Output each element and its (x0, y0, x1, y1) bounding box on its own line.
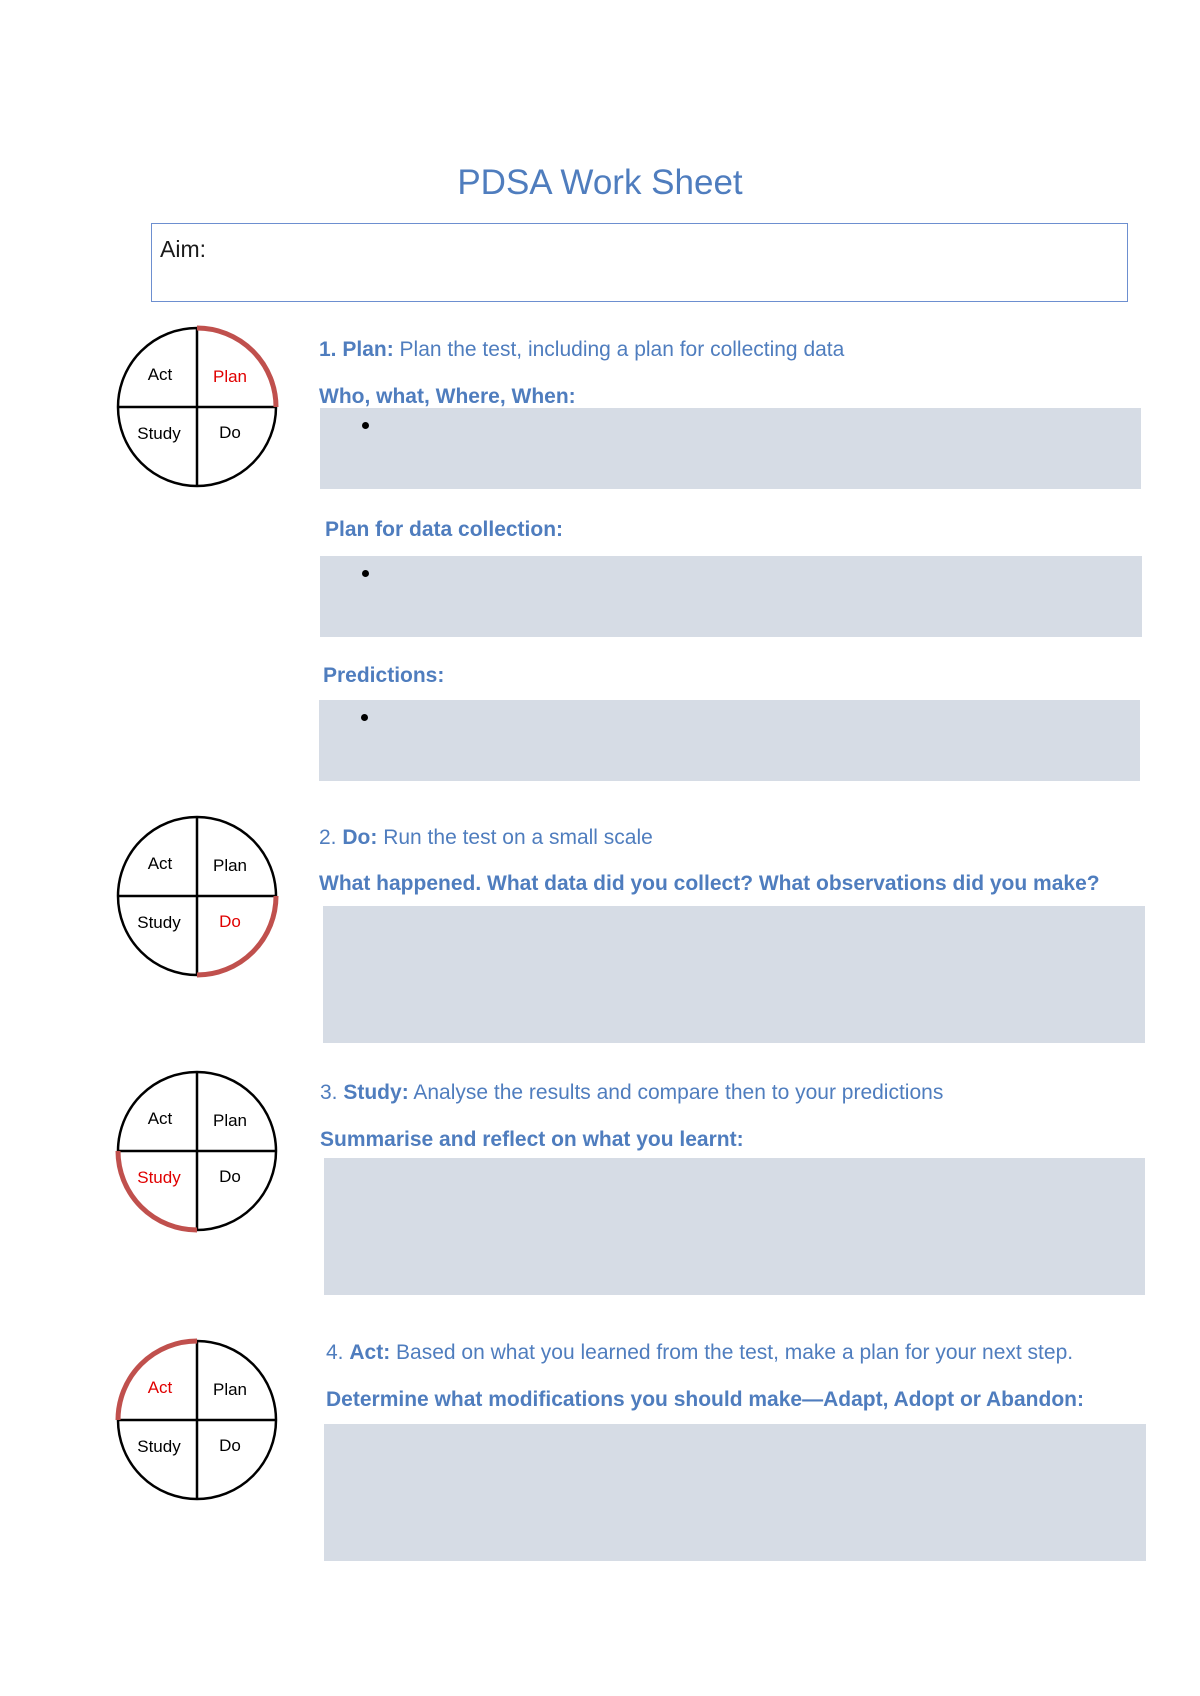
cycle-study-label: Study (137, 913, 181, 932)
cycle-act-label: Act (147, 854, 173, 873)
bullet-point (362, 570, 369, 577)
act-question-label: Determine what modifications you should make—Adapt, Adopt or Abandon: (326, 1388, 1084, 1411)
do-observations-field[interactable] (323, 906, 1145, 1043)
study-step-number: 3. (320, 1081, 344, 1104)
data-collection-field[interactable] (320, 556, 1142, 637)
data-collection-label: Plan for data collection: (325, 518, 564, 541)
plan-step-title: 1. Plan: (319, 338, 394, 361)
do-question-label: What happened. What data did you collect? What observations did you make? (319, 872, 1100, 895)
cycle-plan-label: Plan (212, 856, 248, 875)
act-step-number: 4. (326, 1341, 350, 1364)
cycle-act-label: Act (147, 1109, 173, 1128)
aim-label: Aim: (160, 236, 206, 262)
plan-step-description: Plan the test, including a plan for collecting data (393, 338, 845, 361)
bullet-point (361, 714, 368, 721)
do-step-title: Do: (342, 826, 378, 849)
act-modifications-field[interactable] (324, 1424, 1146, 1561)
plan-step-heading (319, 338, 844, 362)
cycle-plan-label: Plan (212, 1380, 248, 1399)
study-step-description: Analyse the results and compare then to your predictions (408, 1081, 944, 1104)
predictions-field[interactable] (319, 700, 1140, 781)
cycle-plan-label: Plan (212, 1111, 248, 1130)
pdsa-cycle-study-icon (112, 1066, 282, 1236)
pdsa-cycle-plan-icon (112, 322, 282, 492)
bullet-point (362, 422, 369, 429)
do-step-description: Run the test on a small scale (377, 826, 653, 849)
act-step-heading (326, 1341, 1073, 1365)
cycle-act-label: Act (147, 1378, 173, 1397)
cycle-act-label: Act (147, 365, 173, 384)
study-question-label: Summarise and reflect on what you learnt: (320, 1128, 744, 1151)
cycle-do-label: Do (219, 1436, 241, 1455)
act-step-description: Based on what you learned from the test, make a plan for your next step. (390, 1341, 1074, 1364)
do-step-heading (319, 826, 653, 850)
cycle-do-label: Do (219, 912, 241, 931)
study-reflection-field[interactable] (324, 1158, 1145, 1295)
page-title: PDSA Work Sheet (457, 163, 743, 202)
study-step-heading (320, 1081, 943, 1105)
cycle-do-label: Do (219, 1167, 241, 1186)
aim-field[interactable] (151, 223, 1128, 302)
cycle-study-label: Study (137, 1168, 181, 1187)
who-what-where-field[interactable] (320, 408, 1141, 489)
predictions-label: Predictions: (323, 664, 445, 687)
pdsa-cycle-act-icon (112, 1335, 282, 1505)
who-what-where-label: Who, what, Where, When: (319, 385, 576, 408)
cycle-do-label: Do (219, 423, 241, 442)
cycle-study-label: Study (137, 1437, 181, 1456)
pdsa-cycle-do-icon (112, 811, 282, 981)
study-step-title: Study: (343, 1081, 409, 1104)
act-step-title: Act: (349, 1341, 391, 1364)
do-step-number: 2. (319, 826, 343, 849)
cycle-study-label: Study (137, 424, 181, 443)
cycle-plan-label: Plan (212, 367, 248, 386)
